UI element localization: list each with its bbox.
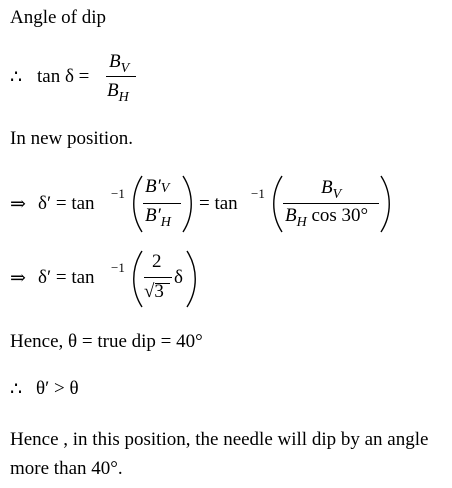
right-paren-1 — [182, 175, 192, 233]
inverse-superscript: −1 — [111, 186, 125, 201]
delta-symbol: δ — [174, 267, 183, 288]
fraction-bar — [106, 76, 136, 77]
therefore-symbol-2: ∴ — [10, 379, 23, 400]
left-paren-3 — [133, 250, 143, 308]
fraction-1-bar — [143, 203, 181, 204]
fraction-2-numerator: $B_V$ — [321, 177, 342, 202]
implies-arrow-2: ⇒ — [10, 268, 26, 289]
heading: Angle of dip — [10, 7, 107, 28]
sqrt-overline — [155, 283, 170, 284]
fraction-denominator: $B_H$ — [107, 80, 129, 105]
right-paren-2 — [380, 175, 390, 233]
fraction-2-denominator: $B_H$ cos 30° — [285, 205, 369, 230]
fraction-2-bar — [283, 203, 379, 204]
left-paren-2 — [273, 175, 283, 233]
fraction-numerator: $B_V$ — [109, 51, 130, 76]
therefore-symbol: ∴ — [10, 67, 23, 88]
fraction-3-denominator: √3 — [144, 281, 164, 302]
delta-prime-lhs-2: δ′ = tan — [38, 267, 95, 288]
fraction-3-numerator: 2 — [152, 251, 162, 272]
tan-delta-lhs: tan δ = — [37, 66, 90, 87]
theta-comparison: θ′ > θ — [36, 378, 79, 399]
hence-true-dip: Hence, θ = true dip = 40° — [10, 331, 203, 352]
inverse-superscript-2: −1 — [251, 186, 265, 201]
new-position-text: In new position. — [10, 128, 133, 149]
fraction-1-denominator: $B'_H$ — [145, 205, 171, 230]
equals-tan: = tan — [199, 193, 238, 214]
right-paren-3 — [186, 250, 196, 308]
implies-arrow: ⇒ — [10, 194, 26, 215]
inverse-superscript-3: −1 — [111, 260, 125, 275]
fraction-1-numerator: B′V — [145, 176, 170, 197]
delta-prime-lhs: δ′ = tan — [38, 193, 95, 214]
left-paren-1 — [133, 175, 143, 233]
fraction-3-bar — [144, 277, 172, 278]
conclusion-text: Hence , in this position, the needle will dip by an angle more than 40°. — [10, 429, 429, 479]
